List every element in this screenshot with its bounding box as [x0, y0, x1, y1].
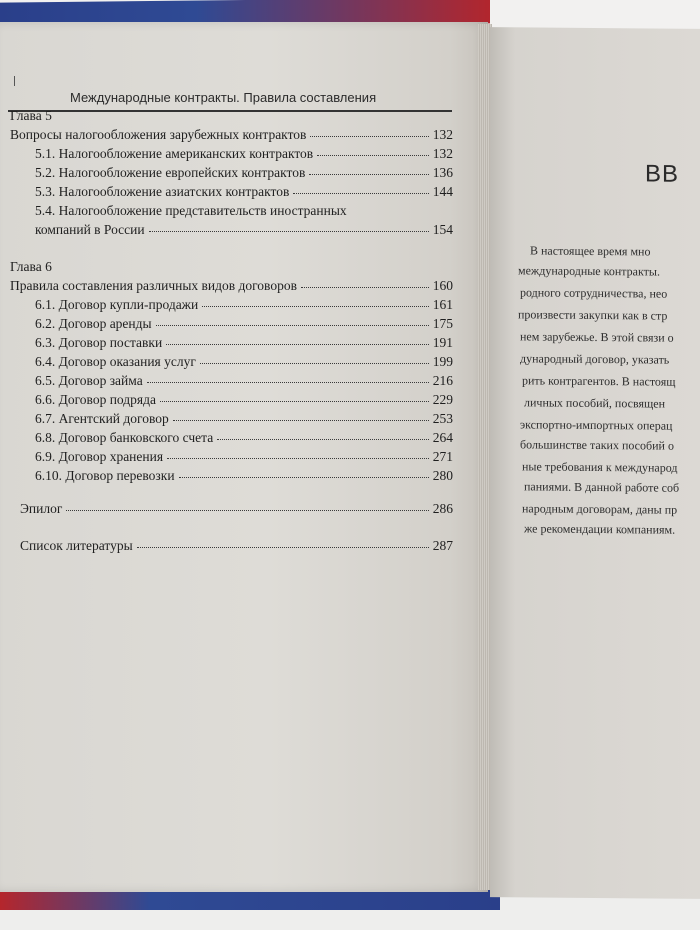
toc-entry-page: 229	[432, 392, 453, 407]
toc-entry-label: 6.10. Договор перевозки	[35, 468, 175, 483]
toc-entry-label: 6.1. Договор купли-продажи	[35, 297, 199, 312]
body-text-line: ные требования к международ	[522, 459, 678, 475]
leader-dots	[173, 419, 429, 421]
toc-entry	[35, 316, 453, 332]
leader-dots	[301, 286, 429, 288]
leader-dots	[309, 173, 428, 175]
leader-dots	[160, 400, 429, 402]
toc-entry	[35, 354, 453, 370]
body-text-line: паниями. В данной работе соб	[524, 479, 680, 495]
toc-entry	[35, 392, 453, 408]
toc-entry-label: 5.2. Налогообложение европейских контрактов	[35, 165, 306, 180]
toc-entry	[10, 127, 453, 143]
body-text-line: же рекомендации компаниям.	[524, 521, 676, 537]
chapter-6-heading: Глава 6	[10, 259, 52, 274]
toc-entry-epilogue	[20, 501, 453, 517]
leader-dots	[310, 135, 428, 137]
toc-entry	[35, 411, 453, 427]
leader-dots	[167, 457, 429, 459]
toc-entry-page: 144	[432, 184, 453, 199]
toc-entry	[35, 165, 453, 181]
toc-entry-page: 199	[432, 354, 453, 369]
toc-entry-label: 6.4. Договор оказания услуг	[35, 354, 196, 369]
toc-entry-page: 160	[432, 278, 453, 293]
body-text-line: В настоящее время мно	[530, 243, 651, 259]
toc-entry-label: 6.3. Договор поставки	[35, 335, 163, 350]
body-text-line: дународный договор, указать	[520, 351, 670, 367]
toc-entry-page: 132	[432, 127, 453, 142]
toc-entry	[35, 449, 453, 465]
leader-dots	[293, 192, 428, 194]
toc-entry-label: 5.1. Налогообложение американских контрактов	[35, 146, 314, 161]
toc-entry-label: 6.9. Договор хранения	[35, 449, 164, 464]
leader-dots	[66, 509, 428, 511]
toc-entry-label: 5.4. Налогообложение представительств иностранных	[35, 203, 347, 218]
toc-entry-label: 6.5. Договор займа	[35, 373, 143, 388]
toc-entry	[35, 146, 453, 162]
toc-entry-page: 154	[432, 222, 453, 237]
toc-entry	[35, 335, 453, 351]
toc-entry	[35, 373, 453, 389]
toc-entry-label: Эпилог	[20, 501, 63, 516]
body-text-line: большинстве таких пособий о	[520, 437, 674, 453]
margin-mark	[14, 76, 15, 86]
leader-dots	[217, 438, 429, 440]
toc-entry-page: 175	[432, 316, 453, 331]
header-rule	[8, 110, 452, 112]
running-head: Международные контракты. Правила составления	[70, 90, 377, 105]
toc-entry	[35, 430, 453, 446]
toc-entry-label: 6.7. Агентский договор	[35, 411, 169, 426]
leader-dots	[149, 230, 429, 232]
toc-entry	[35, 184, 453, 200]
body-text-line: экспортно-импортных операц	[520, 417, 673, 433]
toc-entry-page: 253	[432, 411, 453, 426]
toc-entry-label: Правила составления различных видов договоров	[10, 278, 297, 293]
toc-entry-page: 136	[432, 165, 453, 180]
leader-dots	[166, 343, 429, 345]
body-text-line: рить контрагентов. В настоящ	[522, 373, 676, 389]
toc-entry	[35, 222, 453, 238]
leader-dots	[317, 154, 429, 156]
chapter-5-heading: Глава 5	[10, 108, 52, 123]
body-text-line: международные контракты.	[518, 263, 660, 279]
toc-entry	[10, 278, 453, 294]
right-page-title: ВВ	[645, 160, 680, 188]
leader-dots	[200, 362, 429, 364]
toc-entry-label: Вопросы налогообложения зарубежных контрактов	[10, 127, 307, 142]
toc-entry-label: Список литературы	[20, 538, 133, 553]
leader-dots	[202, 305, 429, 307]
toc-entry-page: 161	[432, 297, 453, 312]
toc-entry-label: компаний в России	[35, 222, 145, 237]
toc-entry-label: 6.6. Договор подряда	[35, 392, 156, 407]
leader-dots	[179, 476, 429, 478]
toc-entry-page: 287	[432, 538, 453, 553]
leader-dots	[156, 324, 429, 326]
toc-entry-page: 286	[432, 501, 453, 516]
right-page	[490, 27, 700, 899]
toc-entry-page: 191	[432, 335, 453, 350]
body-text-line: нем зарубежье. В этой связи о	[520, 329, 674, 345]
toc-entry-page: 271	[432, 449, 453, 464]
toc-entry-bibliography	[20, 538, 453, 554]
leader-dots	[147, 381, 429, 383]
toc-entry-page: 132	[432, 146, 453, 161]
toc-entry-label: 6.2. Договор аренды	[35, 316, 152, 331]
toc-entry-label: 5.3. Налогообложение азиатских контрактов	[35, 184, 290, 199]
toc-entry-label: 6.8. Договор банковского счета	[35, 430, 214, 445]
toc-entry	[35, 297, 453, 313]
body-text-line: личных пособий, посвящен	[524, 395, 665, 411]
body-text-line: народным договорам, даны пр	[522, 501, 678, 517]
toc-entry-page: 216	[432, 373, 453, 388]
leader-dots	[137, 546, 429, 548]
body-text-line: произвести закупки как в стр	[518, 307, 668, 323]
toc-entry	[35, 468, 453, 484]
toc-entry-page: 280	[432, 468, 453, 483]
body-text-line: родного сотрудничества, нео	[520, 285, 668, 301]
toc-entry-page: 264	[432, 430, 453, 445]
